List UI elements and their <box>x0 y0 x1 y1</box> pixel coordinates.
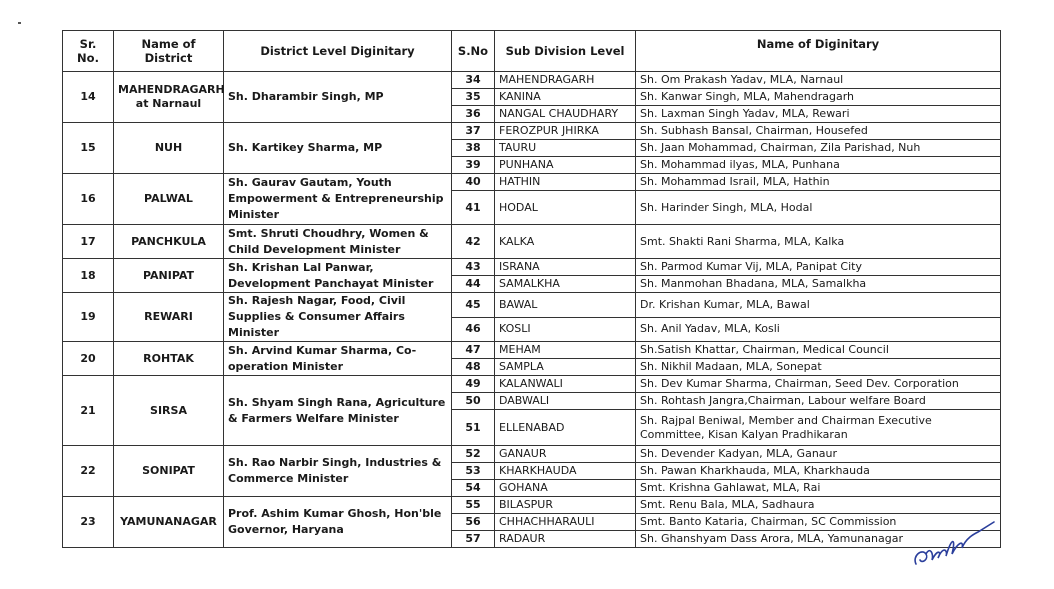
district-level-cell: Sh. Shyam Singh Rana, Agriculture & Farmers Welfare Minister <box>224 376 452 446</box>
sub-division-cell: RADAUR <box>495 531 636 548</box>
dignitary-cell: Sh. Laxman Singh Yadav, MLA, Rewari <box>636 106 1001 123</box>
table-row <box>63 259 1001 276</box>
table-row <box>63 497 1001 514</box>
dignitary-cell: Smt. Banto Kataria, Chairman, SC Commission <box>636 514 1001 531</box>
district-level-cell: Sh. Arvind Kumar Sharma, Co-operation Minister <box>224 342 452 376</box>
sub-division-cell: SAMPLA <box>495 359 636 376</box>
sno-cell: 52 <box>452 446 495 463</box>
sno-cell: 41 <box>452 191 495 225</box>
district-cell: MAHENDRAGARH at Narnaul <box>114 72 224 123</box>
dignitary-cell: Sh. Dev Kumar Sharma, Chairman, Seed Dev. Corporation <box>636 376 1001 393</box>
district-cell: PALWAL <box>114 174 224 225</box>
sub-division-cell: KHARKHAUDA <box>495 463 636 480</box>
sr-no-cell: 23 <box>63 497 114 548</box>
sno-cell: 34 <box>452 72 495 89</box>
sub-division-cell: PUNHANA <box>495 157 636 174</box>
dignitary-cell: Sh. Pawan Kharkhauda, MLA, Kharkhauda <box>636 463 1001 480</box>
district-cell: ROHTAK <box>114 342 224 376</box>
sub-division-cell: NANGAL CHAUDHARY <box>495 106 636 123</box>
sub-division-cell: FEROZPUR JHIRKA <box>495 123 636 140</box>
sub-division-cell: KALKA <box>495 225 636 259</box>
header-district-level: District Level Diginitary <box>224 31 452 72</box>
sr-no-cell: 17 <box>63 225 114 259</box>
sub-division-cell: HATHIN <box>495 174 636 191</box>
dignitary-cell: Dr. Krishan Kumar, MLA, Bawal <box>636 293 1001 318</box>
table-row <box>63 293 1001 318</box>
scan-speck <box>18 22 21 24</box>
district-cell: PANIPAT <box>114 259 224 293</box>
district-cell: REWARI <box>114 293 224 342</box>
sub-division-cell: ELLENABAD <box>495 410 636 446</box>
sno-cell: 47 <box>452 342 495 359</box>
table-row <box>63 376 1001 393</box>
dignitary-cell: Sh. Jaan Mohammad, Chairman, Zila Parishad, Nuh <box>636 140 1001 157</box>
dignitary-cell: Sh. Parmod Kumar Vij, MLA, Panipat City <box>636 259 1001 276</box>
sub-division-cell: BAWAL <box>495 293 636 318</box>
dignitary-cell: Sh. Anil Yadav, MLA, Kosli <box>636 317 1001 342</box>
dignitary-cell: Sh. Om Prakash Yadav, MLA, Narnaul <box>636 72 1001 89</box>
sno-cell: 38 <box>452 140 495 157</box>
dignitary-cell: Sh. Mohammad ilyas, MLA, Punhana <box>636 157 1001 174</box>
table-row <box>63 123 1001 140</box>
sr-no-cell: 18 <box>63 259 114 293</box>
sno-cell: 48 <box>452 359 495 376</box>
table-row <box>63 446 1001 463</box>
sno-cell: 57 <box>452 531 495 548</box>
sno-cell: 35 <box>452 89 495 106</box>
header-dignitary: Name of Diginitary <box>636 31 1001 72</box>
dignitary-cell: Sh. Manmohan Bhadana, MLA, Samalkha <box>636 276 1001 293</box>
sno-cell: 49 <box>452 376 495 393</box>
district-cell: NUH <box>114 123 224 174</box>
district-cell: SONIPAT <box>114 446 224 497</box>
sub-division-cell: BILASPUR <box>495 497 636 514</box>
dignitary-cell: Sh. Rajpal Beniwal, Member and Chairman Executive Committee, Kisan Kalyan Pradhikaran <box>636 410 1001 446</box>
sub-division-cell: KALANWALI <box>495 376 636 393</box>
sno-cell: 53 <box>452 463 495 480</box>
sno-cell: 56 <box>452 514 495 531</box>
sub-division-cell: TAURU <box>495 140 636 157</box>
district-level-cell: Sh. Gaurav Gautam, Youth Empowerment & Entrepreneurship Minister <box>224 174 452 225</box>
sub-division-cell: ISRANA <box>495 259 636 276</box>
sr-no-cell: 16 <box>63 174 114 225</box>
sno-cell: 42 <box>452 225 495 259</box>
sno-cell: 51 <box>452 410 495 446</box>
district-cell: PANCHKULA <box>114 225 224 259</box>
district-level-cell: Sh. Krishan Lal Panwar, Development Panchayat Minister <box>224 259 452 293</box>
dignitary-cell: Sh. Mohammad Israil, MLA, Hathin <box>636 174 1001 191</box>
table-row <box>63 342 1001 359</box>
dignitary-cell: Smt. Shakti Rani Sharma, MLA, Kalka <box>636 225 1001 259</box>
dignitary-cell: Sh. Kanwar Singh, MLA, Mahendragarh <box>636 89 1001 106</box>
sub-division-cell: SAMALKHA <box>495 276 636 293</box>
district-level-cell: Sh. Kartikey Sharma, MP <box>224 123 452 174</box>
sno-cell: 50 <box>452 393 495 410</box>
district-level-cell: Smt. Shruti Choudhry, Women & Child Development Minister <box>224 225 452 259</box>
district-cell: YAMUNANAGAR <box>114 497 224 548</box>
sno-cell: 39 <box>452 157 495 174</box>
dignitary-table <box>62 30 1001 548</box>
sub-division-cell: KANINA <box>495 89 636 106</box>
sno-cell: 45 <box>452 293 495 318</box>
header-sno: S.No <box>452 31 495 72</box>
dignitary-cell: Smt. Renu Bala, MLA, Sadhaura <box>636 497 1001 514</box>
header-sr-no: Sr. No. <box>63 31 114 72</box>
district-level-cell: Prof. Ashim Kumar Ghosh, Hon'ble Governor, Haryana <box>224 497 452 548</box>
sno-cell: 44 <box>452 276 495 293</box>
sub-division-cell: GANAUR <box>495 446 636 463</box>
dignitary-cell: Sh. Harinder Singh, MLA, Hodal <box>636 191 1001 225</box>
sr-no-cell: 14 <box>63 72 114 123</box>
dignitary-cell: Sh. Devender Kadyan, MLA, Ganaur <box>636 446 1001 463</box>
sr-no-cell: 22 <box>63 446 114 497</box>
table-row <box>63 174 1001 191</box>
sr-no-cell: 15 <box>63 123 114 174</box>
sno-cell: 54 <box>452 480 495 497</box>
sno-cell: 36 <box>452 106 495 123</box>
sr-no-cell: 21 <box>63 376 114 446</box>
sno-cell: 37 <box>452 123 495 140</box>
district-level-cell: Sh. Rao Narbir Singh, Industries & Commerce Minister <box>224 446 452 497</box>
sub-division-cell: HODAL <box>495 191 636 225</box>
dignitary-cell: Sh. Ghanshyam Dass Arora, MLA, Yamunanagar <box>636 531 1001 548</box>
dignitary-cell: Sh. Rohtash Jangra,Chairman, Labour welfare Board <box>636 393 1001 410</box>
sub-division-cell: DABWALI <box>495 393 636 410</box>
header-sub-division: Sub Division Level <box>495 31 636 72</box>
dignitary-cell: Sh. Subhash Bansal, Chairman, Housefed <box>636 123 1001 140</box>
dignitary-cell: Smt. Krishna Gahlawat, MLA, Rai <box>636 480 1001 497</box>
district-level-cell: Sh. Rajesh Nagar, Food, Civil Supplies & Consumer Affairs Minister <box>224 293 452 342</box>
district-cell: SIRSA <box>114 376 224 446</box>
table-row <box>63 72 1001 89</box>
sno-cell: 55 <box>452 497 495 514</box>
sub-division-cell: MEHAM <box>495 342 636 359</box>
dignitary-cell: Sh.Satish Khattar, Chairman, Medical Council <box>636 342 1001 359</box>
sub-division-cell: MAHENDRAGARH <box>495 72 636 89</box>
header-row <box>63 31 1001 72</box>
sub-division-cell: CHHACHHARAULI <box>495 514 636 531</box>
district-level-cell: Sh. Dharambir Singh, MP <box>224 72 452 123</box>
sub-division-cell: GOHANA <box>495 480 636 497</box>
dignitary-cell: Sh. Nikhil Madaan, MLA, Sonepat <box>636 359 1001 376</box>
sno-cell: 43 <box>452 259 495 276</box>
sr-no-cell: 20 <box>63 342 114 376</box>
sr-no-cell: 19 <box>63 293 114 342</box>
sub-division-cell: KOSLI <box>495 317 636 342</box>
signature <box>908 508 998 568</box>
sno-cell: 46 <box>452 317 495 342</box>
header-district: Name of District <box>114 31 224 72</box>
sno-cell: 40 <box>452 174 495 191</box>
table-row <box>63 225 1001 259</box>
